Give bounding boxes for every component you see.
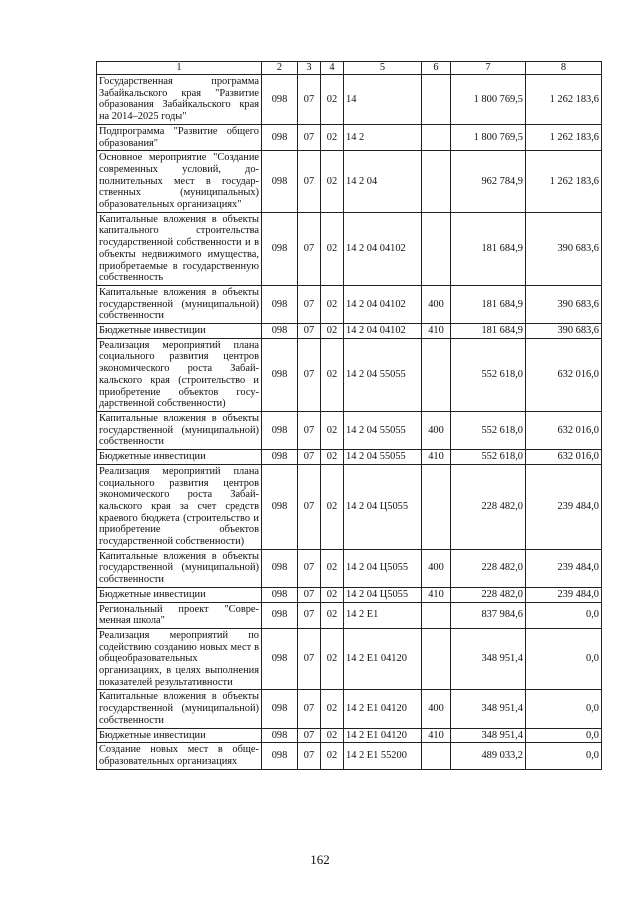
row-target-code: 14 2 04 55055 bbox=[344, 411, 422, 449]
row-target-code: 14 2 Е1 55200 bbox=[344, 743, 422, 769]
row-subsection: 02 bbox=[321, 338, 344, 411]
row-sum-1: 228 482,0 bbox=[451, 464, 526, 549]
row-expense-type bbox=[422, 151, 451, 213]
row-sum-2: 239 484,0 bbox=[526, 549, 602, 587]
table-row bbox=[97, 549, 602, 587]
row-code: 098 bbox=[262, 75, 298, 125]
row-subsection: 02 bbox=[321, 728, 344, 743]
row-name: Капитальные вложения в объекты государственной (муниципальной) собственности bbox=[97, 285, 262, 323]
row-section: 07 bbox=[298, 450, 321, 465]
row-section: 07 bbox=[298, 411, 321, 449]
table-body bbox=[97, 75, 602, 770]
row-sum-1: 228 482,0 bbox=[451, 587, 526, 602]
row-target-code: 14 2 04 04102 bbox=[344, 324, 422, 339]
row-sum-2: 390 683,6 bbox=[526, 324, 602, 339]
row-sum-2: 1 262 183,6 bbox=[526, 75, 602, 125]
table-header-row bbox=[97, 62, 602, 75]
row-subsection: 02 bbox=[321, 743, 344, 769]
row-section: 07 bbox=[298, 690, 321, 728]
row-target-code: 14 2 04 55055 bbox=[344, 338, 422, 411]
row-subsection: 02 bbox=[321, 450, 344, 465]
row-sum-1: 962 784,9 bbox=[451, 151, 526, 213]
row-subsection: 02 bbox=[321, 464, 344, 549]
row-sum-1: 228 482,0 bbox=[451, 549, 526, 587]
row-sum-1: 489 033,2 bbox=[451, 743, 526, 769]
row-target-code: 14 2 Е1 bbox=[344, 602, 422, 628]
row-expense-type bbox=[422, 602, 451, 628]
table-row bbox=[97, 743, 602, 769]
page-number: 162 bbox=[310, 852, 330, 867]
row-target-code: 14 2 04 Ц5055 bbox=[344, 464, 422, 549]
row-expense-type: 410 bbox=[422, 324, 451, 339]
row-sum-1: 348 951,4 bbox=[451, 728, 526, 743]
header-col-3: 3 bbox=[298, 62, 321, 75]
row-code: 098 bbox=[262, 212, 298, 285]
table-row bbox=[97, 450, 602, 465]
row-target-code: 14 2 04 bbox=[344, 151, 422, 213]
row-name: Бюджетные инвестиции bbox=[97, 324, 262, 339]
row-expense-type: 410 bbox=[422, 728, 451, 743]
row-name: Реализация мероприятий по содействию созданию новых мест в общеобразовательных организациях, в целях выполнения показателей результативности bbox=[97, 628, 262, 690]
row-section: 07 bbox=[298, 285, 321, 323]
row-sum-2: 0,0 bbox=[526, 690, 602, 728]
row-code: 098 bbox=[262, 324, 298, 339]
row-sum-1: 181 684,9 bbox=[451, 212, 526, 285]
header-col-4: 4 bbox=[321, 62, 344, 75]
table-row bbox=[97, 690, 602, 728]
row-sum-1: 552 618,0 bbox=[451, 338, 526, 411]
row-target-code: 14 2 04 04102 bbox=[344, 285, 422, 323]
row-code: 098 bbox=[262, 338, 298, 411]
table-row bbox=[97, 75, 602, 125]
row-subsection: 02 bbox=[321, 690, 344, 728]
row-code: 098 bbox=[262, 628, 298, 690]
row-name: Реализация мероприятий плана социального развития центров экономического роста Забайкальского края за счет средств краевого бюджета (строительство и приобретение объектов государственной собственности) bbox=[97, 464, 262, 549]
row-sum-2: 390 683,6 bbox=[526, 285, 602, 323]
row-expense-type bbox=[422, 464, 451, 549]
row-name: Капитальные вложения в объекты государственной (муниципальной) собственности bbox=[97, 411, 262, 449]
row-section: 07 bbox=[298, 338, 321, 411]
row-section: 07 bbox=[298, 728, 321, 743]
row-code: 098 bbox=[262, 743, 298, 769]
row-sum-1: 1 800 769,5 bbox=[451, 124, 526, 150]
row-code: 098 bbox=[262, 450, 298, 465]
row-code: 098 bbox=[262, 124, 298, 150]
row-subsection: 02 bbox=[321, 124, 344, 150]
row-subsection: 02 bbox=[321, 75, 344, 125]
row-target-code: 14 bbox=[344, 75, 422, 125]
row-code: 098 bbox=[262, 690, 298, 728]
row-sum-2: 0,0 bbox=[526, 602, 602, 628]
table-row bbox=[97, 411, 602, 449]
row-expense-type bbox=[422, 628, 451, 690]
table-row bbox=[97, 628, 602, 690]
row-subsection: 02 bbox=[321, 587, 344, 602]
row-sum-2: 0,0 bbox=[526, 628, 602, 690]
row-name: Бюджетные инвестиции bbox=[97, 450, 262, 465]
header-col-6: 6 bbox=[422, 62, 451, 75]
row-section: 07 bbox=[298, 743, 321, 769]
header-col-5: 5 bbox=[344, 62, 422, 75]
row-sum-2: 0,0 bbox=[526, 728, 602, 743]
row-expense-type: 400 bbox=[422, 285, 451, 323]
row-sum-2: 632 016,0 bbox=[526, 338, 602, 411]
row-expense-type bbox=[422, 124, 451, 150]
row-sum-1: 837 984,6 bbox=[451, 602, 526, 628]
row-subsection: 02 bbox=[321, 602, 344, 628]
row-expense-type bbox=[422, 338, 451, 411]
row-sum-2: 1 262 183,6 bbox=[526, 151, 602, 213]
row-expense-type: 400 bbox=[422, 411, 451, 449]
row-subsection: 02 bbox=[321, 411, 344, 449]
row-sum-2: 239 484,0 bbox=[526, 464, 602, 549]
row-sum-2: 239 484,0 bbox=[526, 587, 602, 602]
row-target-code: 14 2 04 04102 bbox=[344, 212, 422, 285]
row-sum-1: 1 800 769,5 bbox=[451, 75, 526, 125]
row-sum-2: 390 683,6 bbox=[526, 212, 602, 285]
row-expense-type: 410 bbox=[422, 450, 451, 465]
row-code: 098 bbox=[262, 587, 298, 602]
row-name: Капитальные вложения в объекты капитального строительства государственной собственности и в объекты недвижимого имущества, приобретаемые в государственную собственность bbox=[97, 212, 262, 285]
row-subsection: 02 bbox=[321, 151, 344, 213]
row-sum-1: 181 684,9 bbox=[451, 285, 526, 323]
row-sum-1: 181 684,9 bbox=[451, 324, 526, 339]
row-sum-1: 348 951,4 bbox=[451, 628, 526, 690]
row-target-code: 14 2 bbox=[344, 124, 422, 150]
row-subsection: 02 bbox=[321, 212, 344, 285]
header-col-7: 7 bbox=[451, 62, 526, 75]
row-target-code: 14 2 Е1 04120 bbox=[344, 628, 422, 690]
row-expense-type: 400 bbox=[422, 690, 451, 728]
row-code: 098 bbox=[262, 728, 298, 743]
row-target-code: 14 2 Е1 04120 bbox=[344, 690, 422, 728]
row-expense-type bbox=[422, 743, 451, 769]
row-name: Создание новых мест в общеобразовательных организациях bbox=[97, 743, 262, 769]
row-subsection: 02 bbox=[321, 628, 344, 690]
row-expense-type: 410 bbox=[422, 587, 451, 602]
row-section: 07 bbox=[298, 549, 321, 587]
budget-table bbox=[96, 61, 602, 770]
row-target-code: 14 2 04 55055 bbox=[344, 450, 422, 465]
row-name: Капитальные вложения в объекты государственной (муниципальной) собственности bbox=[97, 549, 262, 587]
row-subsection: 02 bbox=[321, 324, 344, 339]
row-section: 07 bbox=[298, 75, 321, 125]
row-subsection: 02 bbox=[321, 549, 344, 587]
row-name: Региональный проект "Современная школа" bbox=[97, 602, 262, 628]
row-target-code: 14 2 04 Ц5055 bbox=[344, 587, 422, 602]
row-name: Бюджетные инвестиции bbox=[97, 728, 262, 743]
row-subsection: 02 bbox=[321, 285, 344, 323]
table-row bbox=[97, 212, 602, 285]
row-code: 098 bbox=[262, 285, 298, 323]
row-name: Реализация мероприятий плана социального развития центров экономического роста Забайкальского края (строительство и приобретение объектов государственной собственности) bbox=[97, 338, 262, 411]
row-section: 07 bbox=[298, 464, 321, 549]
table-row bbox=[97, 464, 602, 549]
row-code: 098 bbox=[262, 151, 298, 213]
row-code: 098 bbox=[262, 602, 298, 628]
row-sum-2: 632 016,0 bbox=[526, 450, 602, 465]
row-section: 07 bbox=[298, 602, 321, 628]
row-sum-1: 348 951,4 bbox=[451, 690, 526, 728]
table-row bbox=[97, 728, 602, 743]
row-expense-type bbox=[422, 212, 451, 285]
row-sum-2: 0,0 bbox=[526, 743, 602, 769]
row-name: Государственная программа Забайкальского края "Развитие образования Забайкальского края на 2014–2025 годы" bbox=[97, 75, 262, 125]
row-name: Бюджетные инвестиции bbox=[97, 587, 262, 602]
row-name: Основное мероприятие "Создание современных условий, дополнительных мест в государственных (муниципальных) образовательных организациях" bbox=[97, 151, 262, 213]
table-row bbox=[97, 338, 602, 411]
row-code: 098 bbox=[262, 464, 298, 549]
row-name: Капитальные вложения в объекты государственной (муниципальной) собственности bbox=[97, 690, 262, 728]
header-col-2: 2 bbox=[262, 62, 298, 75]
row-expense-type: 400 bbox=[422, 549, 451, 587]
row-code: 098 bbox=[262, 411, 298, 449]
row-expense-type bbox=[422, 75, 451, 125]
table-row bbox=[97, 151, 602, 213]
row-target-code: 14 2 04 Ц5055 bbox=[344, 549, 422, 587]
row-sum-1: 552 618,0 bbox=[451, 450, 526, 465]
row-section: 07 bbox=[298, 212, 321, 285]
row-section: 07 bbox=[298, 587, 321, 602]
row-section: 07 bbox=[298, 628, 321, 690]
row-sum-1: 552 618,0 bbox=[451, 411, 526, 449]
header-col-8: 8 bbox=[526, 62, 602, 75]
row-section: 07 bbox=[298, 151, 321, 213]
row-sum-2: 632 016,0 bbox=[526, 411, 602, 449]
table-row bbox=[97, 587, 602, 602]
row-section: 07 bbox=[298, 324, 321, 339]
row-sum-2: 1 262 183,6 bbox=[526, 124, 602, 150]
table-row bbox=[97, 324, 602, 339]
table-row bbox=[97, 602, 602, 628]
header-col-1: 1 bbox=[97, 62, 262, 75]
row-target-code: 14 2 Е1 04120 bbox=[344, 728, 422, 743]
table-row bbox=[97, 285, 602, 323]
row-section: 07 bbox=[298, 124, 321, 150]
row-code: 098 bbox=[262, 549, 298, 587]
row-name: Подпрограмма "Развитие общего образования" bbox=[97, 124, 262, 150]
table-row bbox=[97, 124, 602, 150]
